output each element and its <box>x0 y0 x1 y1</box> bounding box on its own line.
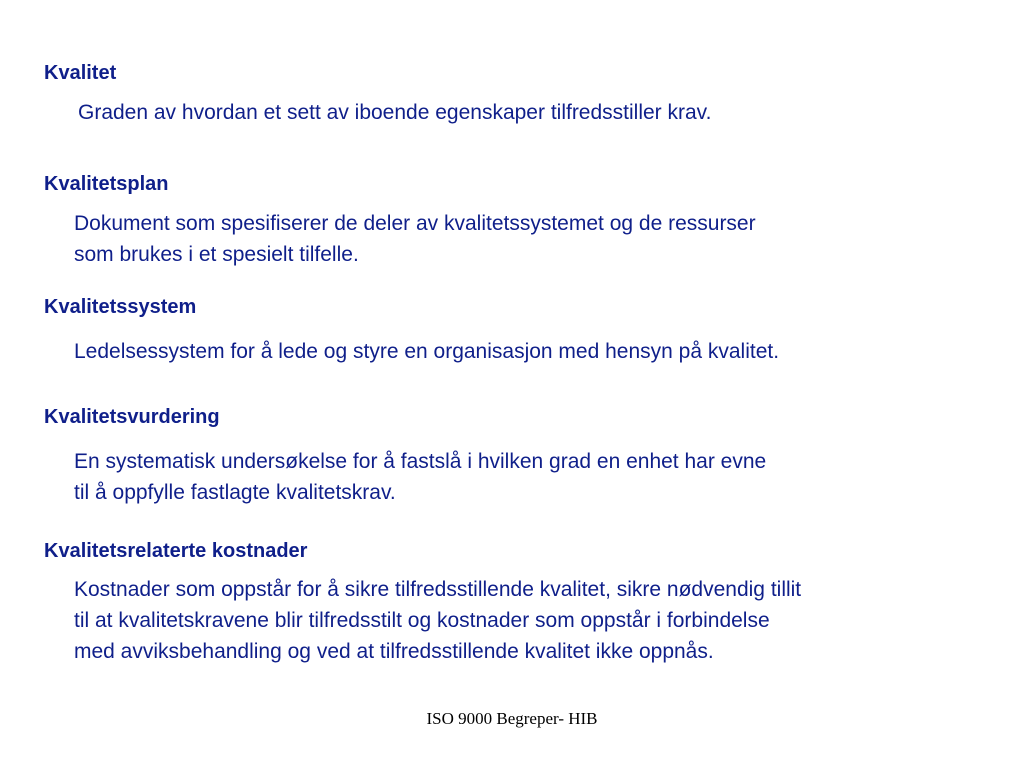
term-kvalitetsrelaterte-kostnader: Kvalitetsrelaterte kostnader <box>44 540 308 562</box>
definition-kvalitetsrelaterte-kostnader <box>74 574 801 667</box>
definition-line: til å oppfylle fastlagte kvalitetskrav. <box>74 481 396 504</box>
term-kvalitetsplan: Kvalitetsplan <box>44 173 169 195</box>
definition-line: Kostnader som oppstår for å sikre tilfredsstillende kvalitet, sikre nødvendig tillit <box>74 578 802 601</box>
definition-line: Dokument som spesifiserer de deler av kvalitetssystemet og de ressurser <box>74 212 756 235</box>
definition-kvalitetssystem <box>74 336 779 367</box>
definition-kvalitet <box>78 97 711 128</box>
definition-line: som brukes i et spesielt tilfelle. <box>74 243 359 266</box>
definition-line: til at kvalitetskravene blir tilfredsstilt og kostnader som oppstår i forbindelse <box>74 609 770 632</box>
definition-kvalitetsplan <box>74 208 756 270</box>
definition-kvalitetsvurdering <box>74 446 766 508</box>
definition-line: Graden av hvordan et sett av iboende egenskaper tilfredsstiller krav. <box>78 101 712 124</box>
term-kvalitetsvurdering: Kvalitetsvurdering <box>44 406 220 428</box>
term-kvalitetssystem: Kvalitetssystem <box>44 296 197 318</box>
definition-line: med avviksbehandling og ved at tilfredsstillende kvalitet ikke oppnås. <box>74 640 714 663</box>
footer-text: ISO 9000 Begreper- HIB <box>426 709 598 728</box>
definition-line: En systematisk undersøkelse for å fastslå i hvilken grad en enhet har evne <box>74 450 767 473</box>
definition-line: Ledelsessystem for å lede og styre en organisasjon med hensyn på kvalitet. <box>74 340 780 363</box>
term-kvalitet: Kvalitet <box>44 62 117 84</box>
slide-footer <box>0 708 1024 730</box>
